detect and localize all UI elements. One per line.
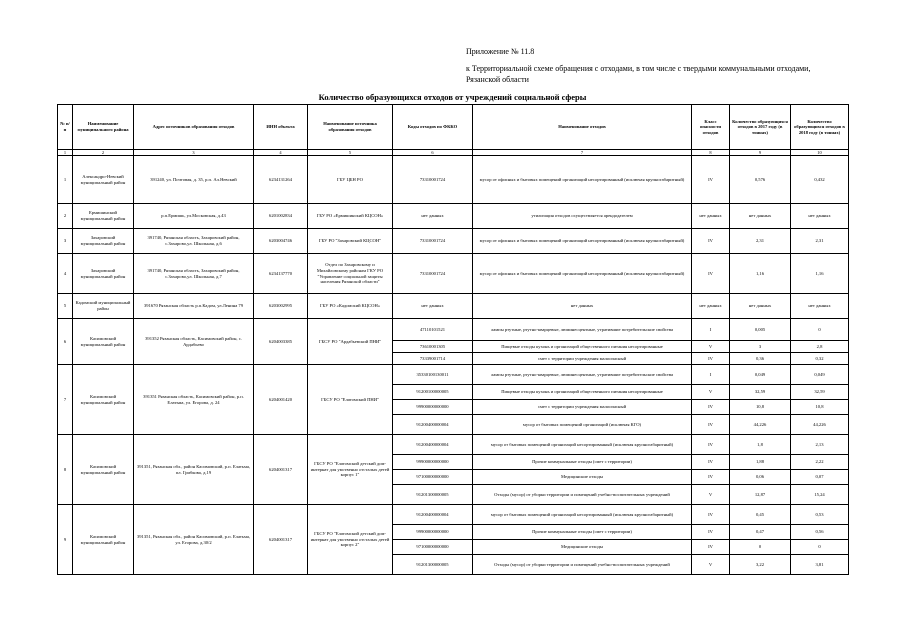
- source-cell: ГБСУ РО "Ардабьевский ПНИ": [308, 319, 393, 365]
- amount-2018-cell: 0: [791, 540, 849, 555]
- amount-2017-cell: 44,226: [730, 415, 791, 435]
- source-cell: ГБУ РО "Захаровский КЦСОН": [308, 229, 393, 254]
- waste-code-cell: нет данных: [393, 294, 473, 319]
- waste-code-cell: 91201300000005: [393, 555, 473, 575]
- address-cell: 391351 Рязанская область, Касимовский район, р.п. Елатьма, ул. Егорова, д. 24: [134, 365, 254, 435]
- amount-2018-cell: 3,81: [791, 555, 849, 575]
- table-row: [58, 294, 849, 319]
- column-header: Класс опасности отходов: [692, 105, 730, 150]
- waste-name-cell: Прочие коммунальные отходы (смет с территории): [473, 455, 692, 470]
- amount-2017-cell: 12,87: [730, 485, 791, 505]
- amount-2018-cell: 0,432: [791, 156, 849, 204]
- appendix-note: [466, 46, 826, 85]
- waste-name-cell: мусор от бытовых помещений организаций несортированный (исключая крупногабаритный): [473, 435, 692, 455]
- waste-name-cell: смет с территории учреждения малоопасный: [473, 353, 692, 365]
- address-cell: 391351, Рязанская обл., район Касимовский, р.п. Елатьма, ул. Егорова, д.30/2: [134, 505, 254, 575]
- hazard-class-cell: IV: [692, 254, 730, 294]
- hazard-class-cell: V: [692, 341, 730, 353]
- amount-2017-cell: 0,005: [730, 319, 791, 341]
- source-cell: ГБСУ РО "Елатомский ПНИ": [308, 365, 393, 435]
- waste-code-cell: 99900000000000: [393, 525, 473, 540]
- hazard-class-cell: IV: [692, 455, 730, 470]
- amount-2018-cell: 44,226: [791, 415, 849, 435]
- waste-name-cell: мусор от офисных и бытовых помещений организаций несортированный (исключая крупногабаритный): [473, 254, 692, 294]
- column-header: Количество образующихся отходов в 2017 году (в тоннах): [730, 105, 791, 150]
- column-header: Адрес источников образования отходов: [134, 105, 254, 150]
- column-header: ИНН объекта: [254, 105, 308, 150]
- column-number: 3: [134, 150, 254, 156]
- amount-2018-cell: 0,07: [791, 470, 849, 485]
- row-number-cell: 3: [58, 229, 73, 254]
- hazard-class-cell: IV: [692, 229, 730, 254]
- hazard-class-cell: IV: [692, 400, 730, 415]
- waste-code-cell: 73310001724: [393, 254, 473, 294]
- waste-name-cell: смет с территории учреждения малоопасный: [473, 400, 692, 415]
- hazard-class-cell: IV: [692, 470, 730, 485]
- table-row: [58, 319, 849, 341]
- district-cell: Захаровский муниципальный район: [73, 229, 134, 254]
- waste-name-cell: Пищевые отходы кухонь и организаций общественного питания несортированные: [473, 385, 692, 400]
- appendix-number: Приложение № 11.8: [466, 47, 535, 56]
- amount-2017-cell: 3,22: [730, 555, 791, 575]
- amount-2017-cell: 0,45: [730, 505, 791, 525]
- waste-code-cell: 91201300000005: [393, 485, 473, 505]
- waste-name-cell: мусор от бытовых помещений организаций (исключая КГО): [473, 415, 692, 435]
- address-cell: 391240, ул. Почтовая, д. 35, р.п. Ал.Невский: [134, 156, 254, 204]
- amount-2017-cell: 0,47: [730, 525, 791, 540]
- hazard-class-cell: V: [692, 485, 730, 505]
- address-cell: 391740, Рязанская область, Захаровский район, с.Захарово,ул. Школьная, д.6: [134, 229, 254, 254]
- district-cell: Касимовский муниципальный район: [73, 365, 134, 435]
- waste-name-cell: Медицинские отходы: [473, 540, 692, 555]
- document-title: Количество образующихся отходов от учреждений социальной сферы: [318, 92, 587, 102]
- column-number: 9: [730, 150, 791, 156]
- source-cell: ГБСУ РО "Елатомский детский дом-интернат для умственно отсталых детей корпус 1": [308, 435, 393, 505]
- row-number-cell: 7: [58, 365, 73, 435]
- address-cell: 391740, Рязанская область, Захаровский район, с.Захарово,ул. Школьная, д.7: [134, 254, 254, 294]
- amount-2017-cell: 1,88: [730, 455, 791, 470]
- district-cell: Ермишинский муниципальный район: [73, 204, 134, 229]
- waste-name-cell: Прочие коммунальные отходы (смет с территории): [473, 525, 692, 540]
- amount-2018-cell: 0,53: [791, 505, 849, 525]
- waste-name-cell: Медицинские отходы: [473, 470, 692, 485]
- column-number: 2: [73, 150, 134, 156]
- waste-code-cell: 99900000000000: [393, 400, 473, 415]
- district-cell: Касимовский муниципальный район: [73, 505, 134, 575]
- amount-2018-cell: 0,32: [791, 353, 849, 365]
- amount-2017-cell: 3: [730, 341, 791, 353]
- hazard-class-cell: I: [692, 365, 730, 385]
- column-header: Коды отходов по ФККО: [393, 105, 473, 150]
- waste-name-cell: мусор от бытовых помещений организаций несортированный (исключая крупногабаритный): [473, 505, 692, 525]
- table-row: [58, 505, 849, 525]
- amount-2018-cell: 0,56: [791, 525, 849, 540]
- district-cell: Касимовский муниципальный район: [73, 435, 134, 505]
- waste-name-cell: нет данных: [473, 294, 692, 319]
- waste-code-cell: 91200100000005: [393, 385, 473, 400]
- waste-code-cell: 91200400000004: [393, 505, 473, 525]
- amount-2017-cell: 2,31: [730, 229, 791, 254]
- amount-2018-cell: 0: [791, 319, 849, 341]
- hazard-class-cell: IV: [692, 540, 730, 555]
- amount-2018-cell: 2,8: [791, 341, 849, 353]
- hazard-class-cell: IV: [692, 525, 730, 540]
- inn-cell: 6234131264: [254, 156, 308, 204]
- amount-2017-cell: 0,06: [730, 470, 791, 485]
- amount-2017-cell: 10,8: [730, 400, 791, 415]
- waste-code-cell: 73339001714: [393, 353, 473, 365]
- column-header: Наименование муниципального района: [73, 105, 134, 150]
- header-row: [58, 105, 849, 150]
- column-header: № п/п: [58, 105, 73, 150]
- inn-cell: 6203004746: [254, 229, 308, 254]
- amount-2017-cell: 0,576: [730, 156, 791, 204]
- waste-code-cell: 73310001724: [393, 229, 473, 254]
- waste-name-cell: мусор от офисных и бытовых помещений организаций несортированный (исключая крупногабаритный): [473, 229, 692, 254]
- inn-cell: 6234137770: [254, 254, 308, 294]
- amount-2017-cell: нет данных: [730, 204, 791, 229]
- hazard-class-cell: IV: [692, 415, 730, 435]
- row-number-cell: 8: [58, 435, 73, 505]
- amount-2018-cell: 2,22: [791, 455, 849, 470]
- hazard-class-cell: I: [692, 319, 730, 341]
- inn-cell: 6201002834: [254, 204, 308, 229]
- amount-2017-cell: 1,16: [730, 254, 791, 294]
- hazard-class-cell: IV: [692, 505, 730, 525]
- waste-name-cell: Отходы (мусор) от уборки территории и помещений учебно-воспитательных учреждений: [473, 555, 692, 575]
- district-cell: Касимовский муниципальный район: [73, 319, 134, 365]
- amount-2017-cell: 0,049: [730, 365, 791, 385]
- inn-cell: 6204003385: [254, 319, 308, 365]
- table-row: [58, 204, 849, 229]
- column-number: 4: [254, 150, 308, 156]
- table-row: [58, 156, 849, 204]
- row-number-cell: 1: [58, 156, 73, 204]
- district-cell: Кадомский муниципальный район: [73, 294, 134, 319]
- waste-code-cell: нет данных: [393, 204, 473, 229]
- source-cell: ГБУ РО «Кадомский КЦСОН»: [308, 294, 393, 319]
- source-cell: ГБСУ РО "Елатомский детский дом-интернат для умственно отсталых детей корпус 2": [308, 505, 393, 575]
- amount-2018-cell: 1,16: [791, 254, 849, 294]
- inn-cell: 6204001317: [254, 435, 308, 505]
- row-number-cell: 6: [58, 319, 73, 365]
- row-number-cell: 4: [58, 254, 73, 294]
- row-number-cell: 9: [58, 505, 73, 575]
- hazard-class-cell: нет данных: [692, 204, 730, 229]
- amount-2017-cell: нет данных: [730, 294, 791, 319]
- row-number-cell: 2: [58, 204, 73, 229]
- address-cell: 391352 Рязанская область, Касимовский район, с. Ардабьево: [134, 319, 254, 365]
- address-cell: р.п.Ермишь, ул.Московская, д.43: [134, 204, 254, 229]
- waste-name-cell: лампы ртутные, ртутно-кварцевые, люминесцентные, утратившие потребительские свойства: [473, 319, 692, 341]
- waste-code-cell: 47110101521: [393, 319, 473, 341]
- amount-2017-cell: 0,36: [730, 353, 791, 365]
- hazard-class-cell: V: [692, 555, 730, 575]
- column-header: Наименование отходов: [473, 105, 692, 150]
- column-number: 8: [692, 150, 730, 156]
- column-number: 7: [473, 150, 692, 156]
- column-header: Количество образующихся отходов в 2018 году (в тоннах): [791, 105, 849, 150]
- waste-name-cell: Отходы (мусор) от уборки территории и помещений учебно-воспитательных учреждений: [473, 485, 692, 505]
- amount-2017-cell: 0: [730, 540, 791, 555]
- waste-code-cell: 97100000000000: [393, 540, 473, 555]
- inn-cell: 6204001317: [254, 505, 308, 575]
- address-cell: 391670 Рязанская область р.п.Кадом, ул.Ленина 79: [134, 294, 254, 319]
- waste-code-cell: 91200400000004: [393, 435, 473, 455]
- waste-code-cell: 73310001724: [393, 156, 473, 204]
- waste-name-cell: лампы ртутные, ртутно-кварцевые, люминесцентные, утратившие потребительские свойства: [473, 365, 692, 385]
- waste-code-cell: 73610001305: [393, 341, 473, 353]
- district-cell: Александро-Невский муниципальный район: [73, 156, 134, 204]
- source-cell: ГБУ ЦБН РО: [308, 156, 393, 204]
- amount-2018-cell: нет данных: [791, 204, 849, 229]
- waste-name-cell: мусор от офисных и бытовых помещений организаций несортированный (исключая крупногабаритный): [473, 156, 692, 204]
- row-number-cell: 5: [58, 294, 73, 319]
- source-cell: ГБУ РО «Ермишинский КЦСОН»: [308, 204, 393, 229]
- hazard-class-cell: нет данных: [692, 294, 730, 319]
- table-row: [58, 229, 849, 254]
- source-cell: Отдел по Захаровскому и Михайловскому районам ГКУ РО "Управление социальной защиты населения Рязанской области": [308, 254, 393, 294]
- amount-2018-cell: 10,8: [791, 400, 849, 415]
- waste-name-cell: утилизация отходов осуществляется арендодателем: [473, 204, 692, 229]
- column-header: Наименование источника образования отходов: [308, 105, 393, 150]
- table-row: [58, 435, 849, 455]
- column-number: 10: [791, 150, 849, 156]
- amount-2018-cell: 2,13: [791, 435, 849, 455]
- hazard-class-cell: IV: [692, 435, 730, 455]
- table-row: [58, 365, 849, 385]
- amount-2018-cell: 0,049: [791, 365, 849, 385]
- amount-2017-cell: 32,59: [730, 385, 791, 400]
- column-number: 5: [308, 150, 393, 156]
- inn-cell: 6203002995: [254, 294, 308, 319]
- waste-code-cell: 99900000000000: [393, 455, 473, 470]
- waste-code-cell: 91200400000004: [393, 415, 473, 435]
- amount-2018-cell: 15,24: [791, 485, 849, 505]
- inn-cell: 6204001420: [254, 365, 308, 435]
- hazard-class-cell: IV: [692, 156, 730, 204]
- table-row: [58, 254, 849, 294]
- column-number: 6: [393, 150, 473, 156]
- amount-2018-cell: 2,31: [791, 229, 849, 254]
- waste-code-cell: 35330100130011: [393, 365, 473, 385]
- hazard-class-cell: V: [692, 385, 730, 400]
- column-number: 1: [58, 150, 73, 156]
- district-cell: Захаровский муниципальный район: [73, 254, 134, 294]
- appendix-reference: к Территориальной схеме обращения с отходами, в том числе с твердыми коммунальными отходами, Рязанской области: [466, 64, 811, 84]
- address-cell: 391351, Рязанская обл., район Касимовский, р.п. Елатьма, пл. Грибкова, д.19: [134, 435, 254, 505]
- waste-code-cell: 97100000000000: [393, 470, 473, 485]
- hazard-class-cell: IV: [692, 353, 730, 365]
- amount-2018-cell: 32,59: [791, 385, 849, 400]
- amount-2017-cell: 1,8: [730, 435, 791, 455]
- amount-2018-cell: нет данных: [791, 294, 849, 319]
- waste-table: [57, 104, 849, 575]
- waste-name-cell: Пищевые отходы кухонь и организаций общественного питания несортированные: [473, 341, 692, 353]
